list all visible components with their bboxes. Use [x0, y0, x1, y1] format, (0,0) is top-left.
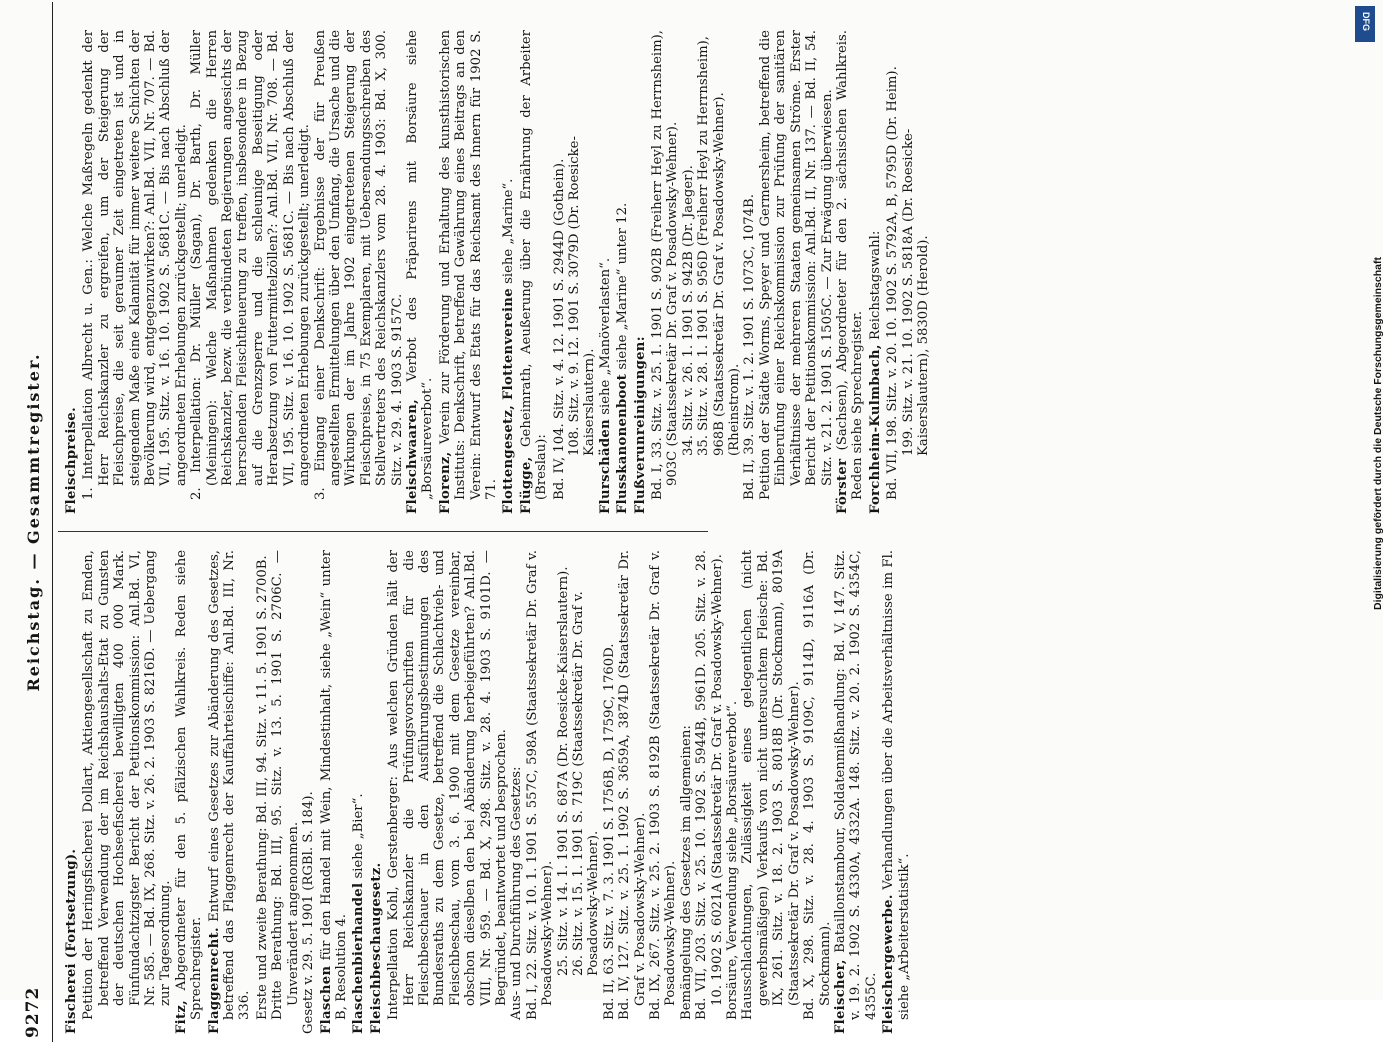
- entry-fitz: Fitz, Abgeordneter für den 5. pfälzischen Wahlkreis. Reden siehe Sprechregister.: [173, 550, 205, 1034]
- entry-text: Dritte Berathung: Bd. III, 95. Sitz. v. 13. 5. 1901 S. 2706C. — Unverändert angenommen.: [270, 550, 301, 1020]
- entry-fleischwaaren: Fleischwaaren, Verbot des Präparirens mit Borsäure siehe „Borsäureverbot“.: [404, 30, 436, 514]
- dfg-logo: DFG: [1355, 6, 1375, 42]
- entry-text: Bd. I, 22. Sitz. v. 10. 1. 1901 S. 557C, 598A (Staatssekretär Dr. Graf v. Posadowsky-Wehner).: [524, 550, 556, 1020]
- left-column: [64, 550, 912, 1034]
- entry-text: Bd. IV, 127. Sitz. v. 25. 1. 1902 S. 3659A, 3874D (Staatssekretär Dr. Graf v. Posadowsky-Wehner).: [617, 550, 648, 1020]
- page-number: 9272: [23, 986, 43, 1038]
- entry-foerster: Förster (Sachsen), Abgeordneter für den 2. sächsischen Wahlkreis. Reden siehe Sprechregister.: [834, 30, 866, 514]
- entry-text: Aus- und Durchführung des Gesetzes:: [509, 766, 525, 1020]
- entry-flusskanonenboot: Flusskanonenboot siehe „Marine“ unter 12.: [615, 202, 631, 514]
- entry-text: Bd. II, 63. Sitz. v. 7. 3. 1901 S. 1756B, D, 1759C, 1760D.: [601, 643, 617, 1020]
- entry-text: Erste und zweite Berathung: Bd. III, 94. Sitz. v. 11. 5. 1901 S. 2700B.: [254, 555, 270, 1020]
- entry-text: 1. Interpellation Albrecht u. Gen.: Welche Maßregeln gedenkt der Herr Reichskanzler zu ergreifen, um der Steigerung der Fleischpreise, die seit geraumer Zeit eingetreten ist und in steigendem Maße eine Kalamität für immer weitere Schichten der Bevölkerung wird, entgegenzuwirken?: Anl.Bd. VII, Nr. 707. — Bd. VII, 195. Sitz. v. 16. 10. 1902 S. 5681C. — Bis nach Abschluß der angeordneten Erhebungen zurückgestellt; unerledigt.: [81, 30, 189, 500]
- entry-text: Petition der Städte Worms, Speyer und Germersheim, betreffend die Einberufung einer Reichskommission zur Prüfung der sanitären Verhältnisse der mehreren Staaten gemeinsamen Ströme. Erster Bericht der Petitionskommission: Anl.Bd. II, Nr. 137. — Bd. II, 54. Sitz. v. 21. 2. 1901 S. 1505C. — Zur Erwägung überwiesen.: [757, 30, 835, 500]
- entry-text: Bd. II, 39. Sitz. v. 1. 2. 1901 S. 1073C, 1074B.: [742, 194, 758, 500]
- entry-text: Bd. IV, 104. Sitz. v. 4. 12. 1901 S. 2944D (Gothein).: [551, 158, 567, 500]
- entry-fleischbeschaugesetz: Fleischbeschaugesetz.: [368, 862, 384, 1034]
- right-column: [64, 30, 931, 514]
- entry-fluegge: Flügge, Geheimrath, Aeußerung über die Ernährung der Arbeiter (Breslau):: [518, 30, 550, 514]
- entry-flaschen: Flaschen für den Handel mit Wein, Mindestinhalt, siehe „Wein“ unter B, Resolution 4.: [318, 550, 349, 1034]
- brace-note: (Rheinstrom).: [727, 363, 743, 456]
- entry-gesetz: Gesetz v. 29. 5. 1901 (RGBl. S. 184).: [301, 791, 317, 1034]
- entry-text: Bemängelung des Gesetzes im allgemeinen:: [678, 725, 694, 1020]
- entry-text: 26. Sitz. v. 15. 1. 1901 S. 719C (Staatssekretär Dr. Graf v. Posadowsky-Wehner).: [571, 591, 602, 976]
- entry-forchheim: Forchheim-Kulmbach, Reichstagswahl:: [867, 230, 883, 514]
- entry-text: 35. Sitz. v. 28. 1. 1901 S. 956D (Freiherr Heyl zu Herrnsheim), 968B (Staatssekretär Dr. Graf v. Posadowsky-Wehner). (Rheinstrom).: [696, 36, 743, 456]
- entry-text: Bd. X, 298. Sitz. v. 28. 4. 1903 S. 9109C, 9114D, 9116A (Dr. Stockmann).: [802, 550, 833, 1020]
- entry-flaggenrecht: Flaggenrecht. Entwurf eines Gesetzes zur Abänderung des Gesetzes, betreffend das Flaggenrecht der Kauffahrteischiffe: Anl.Bd. III, Nr. 336.: [206, 550, 253, 1034]
- entry-fleischergewerbe: Fleischergewerbe. Verhandlungen über die Arbeitsverhältnisse im Fl. siehe „Arbeiterstatistik“.: [881, 550, 912, 1034]
- entry-flussverunreinigungen: Flußverunreinigungen:: [632, 336, 648, 514]
- entry-text: Hausschlachtungen, Zulässigkeit eines gelegentlichen (nicht gewerbsmäßigen) Verkaufs von nicht untersuchtem Fleische: Bd. IX, 261. Sitz. v. 18. 2. 1903 S. 8018B (Dr. Stockmann), 8019A (Staatssekretär Dr. Graf v. Posadowsky-Wehner).: [740, 550, 802, 1020]
- entry-text: 108. Sitz. v. 9. 12. 1901 S. 3079D (Dr. Roesicke-Kaiserslautern).: [567, 136, 598, 456]
- running-title: Reichstag. — Gesammtregister.: [24, 352, 43, 692]
- entry-text: Bd. VII, 198. Sitz. v. 20. 10. 1902 S. 5792A, B, 5795D (Dr. Heim).: [885, 66, 901, 500]
- entry-text: 2. Interpellation: Dr. Müller (Sagan), Dr. Barth, Dr. Müller (Meiningen): Welche Maßnahmen gedenken die Herren Reichskanzler, bezw. die verbündeten Regierungen angesichts der herrschenden Fleischtheuerung zu treffen, insbesondere in Bezug auf die Grenzsperre und die schleunige Beseitigung oder Herabsetzung von Futtermittelzöllen?: Anl.Bd. VII, Nr. 708. — Bd. VII, 195. Sitz. v. 16. 10. 1902 S. 5681C. — Bis nach Abschluß der angeordneten Erhebungen zurückgestellt; unerledigt.: [189, 30, 313, 500]
- entry-text: Bd. I, 33. Sitz. v. 25. 1. 1901 S. 902B (Freiherr Heyl zu Herrnsheim), 903C (Staatssekretär Dr. Graf v. Posadowsky-Wehner).: [650, 30, 681, 500]
- rotated-register-page: [18, 2, 1318, 1042]
- column-divider: [58, 531, 708, 532]
- entry-florenz: Florenz, Verein zur Förderung und Erhaltung des kunsthistorischen Instituts: Denkschrift, betreffend Gewährung eines Beitrags an den Verein: Entwurf des Etats für das Reichsamt des Innern für 1902 S. 71.: [437, 30, 499, 514]
- entry-text: 34. Sitz. v. 26. 1. 1901 S. 942B (Dr. Jaeger).: [680, 165, 696, 456]
- entry-text: 3. Eingang einer Denkschrift: Ergebnisse der für Preußen angestellten Ermittelungen über den Umfang, die Ursache und die Wirkungen der im Jahre 1902 eingetretenen Steigerung der Fleischpreise, in 75 Exemplaren, mit Uebersendungsschreiben des Stellvertreters des Reichskanzlers vom 28. 4. 1903: Bd. X, 300. Sitz. v. 29. 4. 1903 S. 9157C.: [312, 30, 405, 500]
- entry-flurschaeden: Flurschäden siehe „Manöverlasten“.: [597, 257, 613, 514]
- entry-flottengesetz: Flottengesetz, Flottenvereine siehe „Marine“.: [501, 178, 517, 514]
- entry-text: Petition der Heringsfischerei Dollart, Aktiengesellschaft zu Emden, betreffend Verwendung der im Reichshaushalts-Etat zu Gunsten der deutschen Hochseefischerei bewilligten 400 000 Mark. Fünfundachtzigster Bericht der Petitionskommission: Anl.Bd. VI, Nr. 585. — Bd. IX, 268. Sitz. v. 26. 2. 1903 S. 8216D. — Uebergang zur Tagesordnung.: [81, 550, 174, 1020]
- entry-fleischer: Fleischer, Bataillonstambour, Soldatenmißhandlung: Bd. V, 147. Sitz. v. 19. 2. 1902 S. 4330A, 4332A. 148. Sitz. v. 20. 2. 1902 S. 4354C, 4355C.: [832, 550, 879, 1034]
- entry-text: Bd. VII, 203. Sitz. v. 25. 10. 1902 S. 5944B, 5961D. 205. Sitz. v. 28. 10. 1902 S. 6021A (Staatssekretär Dr. Graf v. Posadowsky-Wehner).: [694, 550, 725, 1020]
- entry-text: Interpellation Kohl, Gerstenberger: Aus welchen Gründen hält der Herr Reichskanzler die Prüfungsvorschriften für die Fleischbeschauer in den Ausführungsbestimmungen des Bundesraths zu dem Gesetze, betreffend die Schlachtvieh- und Fleischbeschau, vom 3. 6. 1900 mit dem Gesetze vereinbar, obschon dieselben den bei Abänderung herbeigeführten? Anl.Bd. VIII, Nr. 959. — Bd. X, 298. Sitz. v. 28. 4. 1903 S. 9101D. — Begründet, beantwortet und besprochen.: [386, 550, 509, 1020]
- running-head: [18, 2, 53, 1042]
- entry-flaschenbierhandel: Flaschenbierhandel siehe „Bier“.: [351, 793, 367, 1034]
- entry-fischerei: Fischerei (Fortsetzung).: [64, 848, 79, 1034]
- entry-text: 25. Sitz. v. 14. 1. 1901 S. 687A (Dr. Roesicke-Kaiserslautern).: [555, 566, 571, 976]
- digitization-stamp: Digitalisierung gefördert durch die Deutsche Forschungsgemeinschaft: [1372, 257, 1384, 610]
- entry-text: Bd. IX, 267. Sitz. v. 25. 2. 1903 S. 8192B (Staatssekretär Dr. Graf v. Posadowsky-Wehner).: [648, 550, 679, 1020]
- entry-fleischpreise: Fleischpreise.: [64, 407, 79, 514]
- entry-text: 199. Sitz. v. 21. 10. 1902 S. 5818A (Dr. Roesicke-Kaiserslautern), 5830D (Herold).: [900, 128, 931, 456]
- entry-text: Borsäure, Verwendung siehe „Borsäureverbot“.: [725, 700, 741, 1020]
